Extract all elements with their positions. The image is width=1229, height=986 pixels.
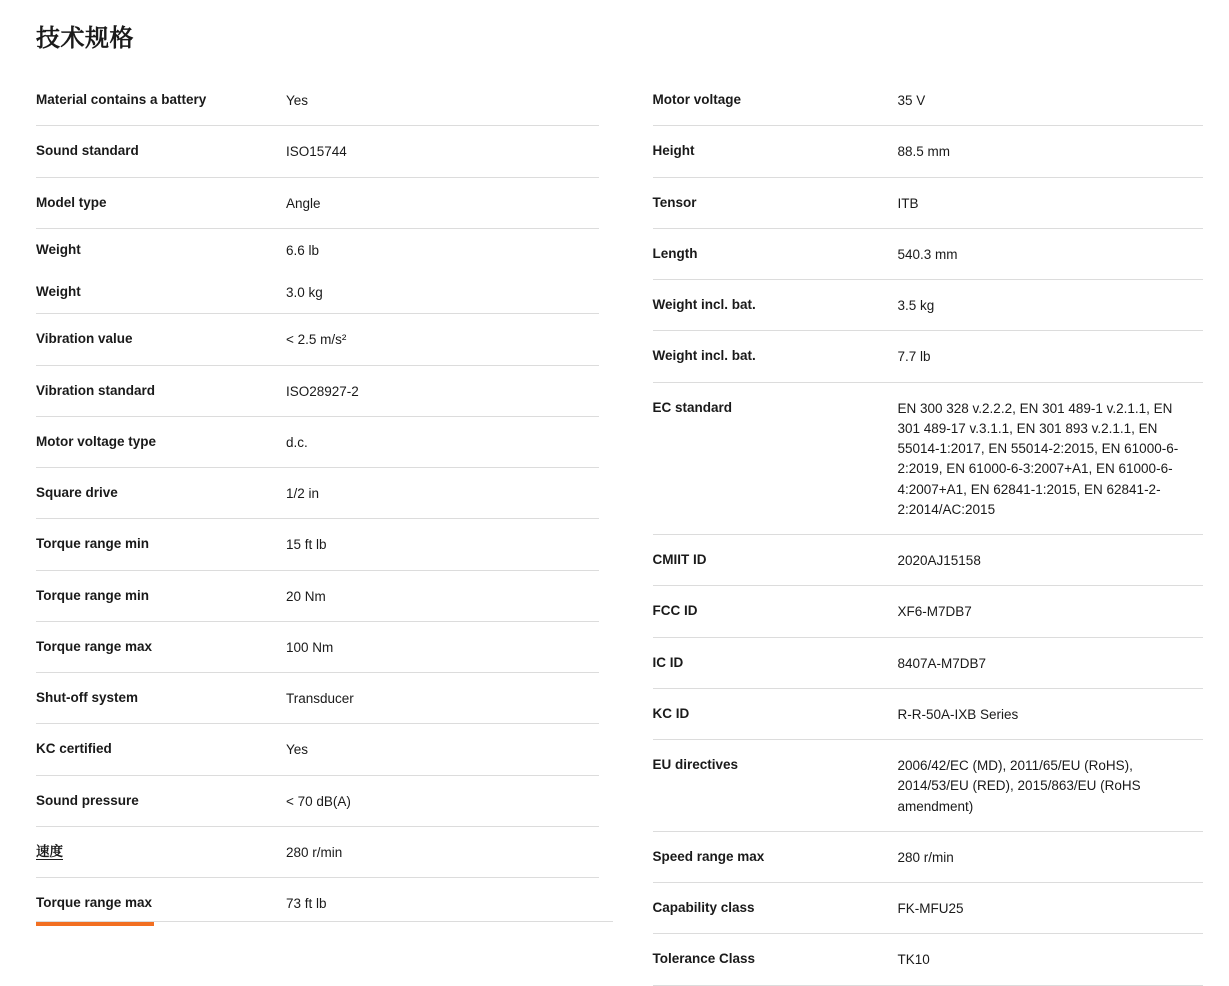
spec-label: KC ID: [653, 705, 898, 723]
spec-row: [653, 535, 1204, 586]
spec-label: EC standard: [653, 399, 898, 417]
spec-value: 8407A-M7DB7: [898, 654, 1204, 674]
spec-row: [36, 178, 599, 229]
spec-label: Torque range min: [36, 535, 286, 553]
spec-label: 速度: [36, 843, 286, 861]
spec-row: [653, 178, 1204, 229]
spec-row: [36, 271, 599, 314]
spec-label: Weight: [36, 283, 286, 301]
spec-value: 280 r/min: [898, 848, 1204, 868]
spec-label: IC ID: [653, 654, 898, 672]
spec-label: Motor voltage type: [36, 433, 286, 451]
spec-column-right: [615, 75, 1229, 986]
spec-row: [653, 586, 1204, 637]
spec-row: [36, 622, 599, 673]
spec-value: 1/2 in: [286, 484, 599, 504]
spec-row: [36, 673, 599, 724]
spec-value: ITB: [898, 194, 1204, 214]
spec-row: [36, 314, 599, 365]
spec-value: Angle: [286, 194, 599, 214]
spec-row: [653, 638, 1204, 689]
spec-value: 100 Nm: [286, 638, 599, 658]
spec-label: Height: [653, 142, 898, 160]
spec-label: Sound standard: [36, 142, 286, 160]
accent-bar: [36, 922, 154, 926]
spec-row: [653, 883, 1204, 934]
spec-value: 540.3 mm: [898, 245, 1204, 265]
spec-value: 15 ft lb: [286, 535, 599, 555]
spec-label: EU directives: [653, 756, 898, 774]
spec-row: [36, 75, 599, 126]
tech-spec-page: [0, 18, 1229, 926]
spec-value: Transducer: [286, 689, 599, 709]
spec-value: 3.5 kg: [898, 296, 1204, 316]
spec-row: [653, 689, 1204, 740]
spec-row: [653, 229, 1204, 280]
spec-column-left: [0, 75, 615, 929]
spec-label: Weight incl. bat.: [653, 347, 898, 365]
spec-value: ISO15744: [286, 142, 599, 162]
spec-row: [36, 468, 599, 519]
spec-value: 6.6 lb: [286, 241, 599, 261]
spec-value: d.c.: [286, 433, 599, 453]
spec-value: 280 r/min: [286, 843, 599, 863]
spec-row: [36, 417, 599, 468]
spec-row: [36, 126, 599, 177]
spec-value: < 2.5 m/s²: [286, 330, 599, 350]
spec-row: [36, 776, 599, 827]
spec-label: Tolerance Class: [653, 950, 898, 968]
spec-row: [653, 280, 1204, 331]
spec-value: Yes: [286, 91, 599, 111]
spec-label: Material contains a battery: [36, 91, 286, 109]
spec-label: Shut-off system: [36, 689, 286, 707]
spec-label: Model type: [36, 194, 286, 212]
spec-label: Sound pressure: [36, 792, 286, 810]
spec-label: Weight: [36, 241, 286, 259]
spec-row: [653, 75, 1204, 126]
spec-label: Vibration standard: [36, 382, 286, 400]
spec-row: [653, 740, 1204, 832]
spec-value: FK-MFU25: [898, 899, 1204, 919]
spec-label: Torque range max: [36, 894, 286, 912]
spec-row: [36, 519, 599, 570]
spec-label: Torque range max: [36, 638, 286, 656]
spec-value: 73 ft lb: [286, 894, 599, 914]
spec-value: ISO28927-2: [286, 382, 599, 402]
spec-label: Vibration value: [36, 330, 286, 348]
spec-row: [653, 934, 1204, 985]
spec-value: 7.7 lb: [898, 347, 1204, 367]
spec-value: 20 Nm: [286, 587, 599, 607]
spec-row: [36, 571, 599, 622]
spec-row: [653, 331, 1204, 382]
spec-row: [653, 383, 1204, 536]
spec-row: [653, 832, 1204, 883]
spec-row: [36, 827, 599, 878]
spec-value: < 70 dB(A): [286, 792, 599, 812]
spec-row: [36, 366, 599, 417]
page-title: 技术规格: [36, 18, 1229, 53]
spec-columns: [0, 75, 1229, 986]
spec-label: Torque range min: [36, 587, 286, 605]
spec-label: FCC ID: [653, 602, 898, 620]
spec-label: Capability class: [653, 899, 898, 917]
spec-label: Speed range max: [653, 848, 898, 866]
spec-value: XF6-M7DB7: [898, 602, 1204, 622]
spec-value: Yes: [286, 740, 599, 760]
spec-label: KC certified: [36, 740, 286, 758]
spec-label: CMIIT ID: [653, 551, 898, 569]
spec-label: Motor voltage: [653, 91, 898, 109]
spec-row: [36, 724, 599, 775]
spec-row: [653, 126, 1204, 177]
spec-label: Weight incl. bat.: [653, 296, 898, 314]
spec-label: Length: [653, 245, 898, 263]
spec-label: Square drive: [36, 484, 286, 502]
spec-label: Tensor: [653, 194, 898, 212]
spec-value: TK10: [898, 950, 1204, 970]
spec-value: 2020AJ15158: [898, 551, 1204, 571]
spec-value: EN 300 328 v.2.2.2, EN 301 489-1 v.2.1.1, EN 301 489-17 v.3.1.1, EN 301 893 v.2.1.1, EN 55014-1:2017, EN 55014-2:2015, EN 61000-6-2:2019, EN 61000-6-3:2007+A1, EN 61000-6-4:2007+A1, EN 62841-1:2015, EN 62841-2-2:2014/AC:2015: [898, 399, 1204, 521]
spec-row: [36, 229, 599, 271]
spec-value: 35 V: [898, 91, 1204, 111]
spec-value: 2006/42/EC (MD), 2011/65/EU (RoHS), 2014/53/EU (RED), 2015/863/EU (RoHS amendment): [898, 756, 1204, 817]
spec-value: 3.0 kg: [286, 283, 599, 303]
spec-value: 88.5 mm: [898, 142, 1204, 162]
spec-value: R-R-50A-IXB Series: [898, 705, 1204, 725]
